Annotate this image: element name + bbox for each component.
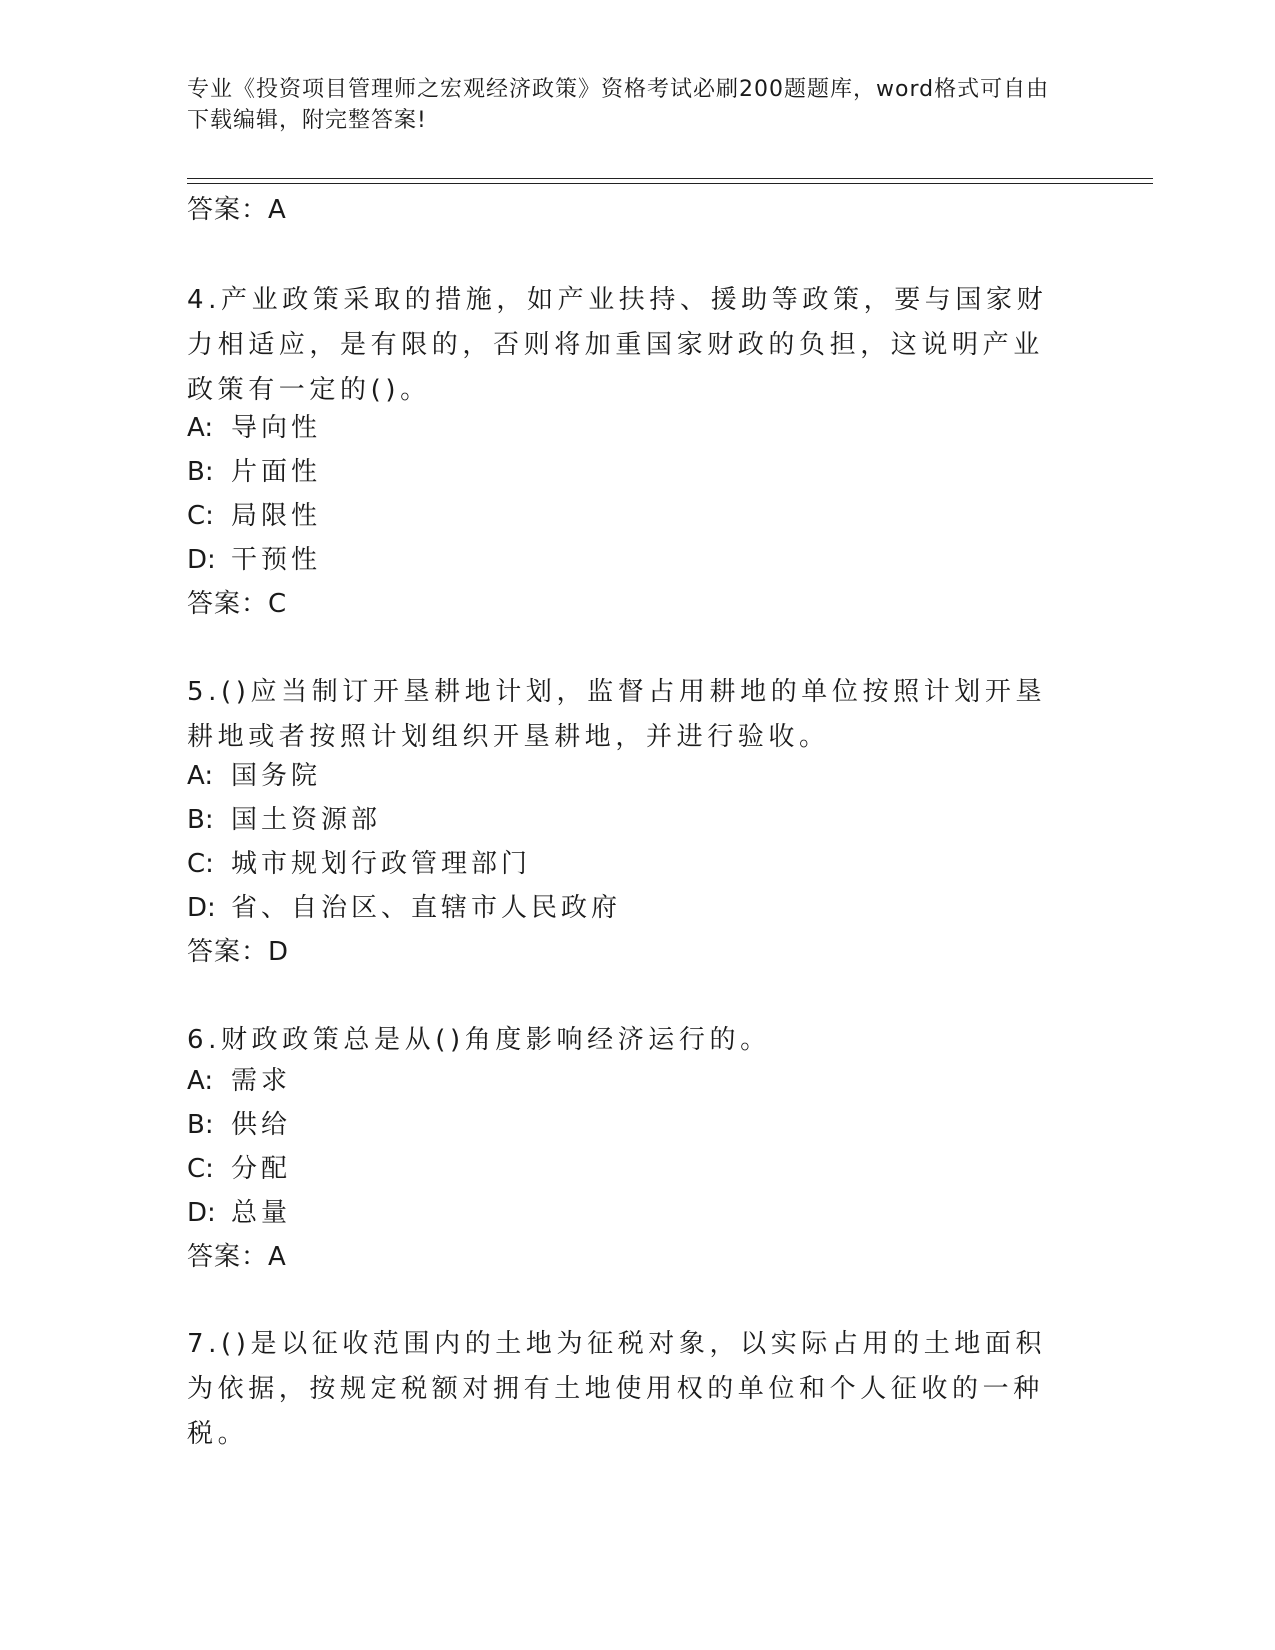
header-rule-top xyxy=(187,178,1153,179)
question-4: 4.产业政策采取的措施，如产业扶持、援助等政策，要与国家财力相适应，是有限的，否则将加重国家财政的负担，这说明产业政策有一定的()。 xyxy=(187,285,1048,405)
option-key: C: xyxy=(187,849,214,879)
q4-option-c xyxy=(187,499,321,533)
option-key: A: xyxy=(187,761,214,791)
q4-option-a xyxy=(187,411,321,445)
option-text: 城市规划行政管理部门 xyxy=(231,849,532,879)
option-text: 总量 xyxy=(231,1198,292,1228)
option-key: B: xyxy=(187,1110,214,1140)
q5-option-a xyxy=(187,759,321,793)
q5-option-b xyxy=(187,803,381,837)
q4-option-b xyxy=(187,455,321,489)
option-text: 国土资源部 xyxy=(231,805,382,835)
option-text: 局限性 xyxy=(231,501,322,531)
option-key: D: xyxy=(187,893,216,923)
q4-option-d xyxy=(187,543,321,577)
question-5: 5.()应当制订开垦耕地计划，监督占用耕地的单位按照计划开垦耕地或者按照计划组织开垦耕地，并进行验收。 xyxy=(187,677,1047,752)
answer-q5: 答案：D xyxy=(187,937,290,967)
answer-q3: 答案：A xyxy=(187,195,287,225)
option-text: 干预性 xyxy=(231,545,322,575)
option-key: A: xyxy=(187,1066,214,1096)
option-text: 供给 xyxy=(231,1110,292,1140)
option-text: 国务院 xyxy=(231,761,322,791)
answer-q4: 答案：C xyxy=(187,589,288,619)
q6-option-b xyxy=(187,1108,291,1142)
answer-q6: 答案：A xyxy=(187,1242,287,1272)
q6-option-d xyxy=(187,1196,291,1230)
q6-option-a xyxy=(187,1064,291,1098)
question-6: 6.财政政策总是从()角度影响经济运行的。 xyxy=(187,1025,771,1055)
header-rule-bottom xyxy=(187,183,1153,184)
q5-option-d xyxy=(187,891,621,925)
option-text: 省、自治区、直辖市人民政府 xyxy=(231,893,622,923)
option-text: 需求 xyxy=(231,1066,292,1096)
option-key: A: xyxy=(187,413,214,443)
document-header: 专业《投资项目管理师之宏观经济政策》资格考试必刷200题题库，word格式可自由下载编辑，附完整答案! xyxy=(187,77,1050,133)
option-text: 片面性 xyxy=(231,457,322,487)
option-key: D: xyxy=(187,1198,216,1228)
option-key: B: xyxy=(187,457,214,487)
option-key: D: xyxy=(187,545,216,575)
option-text: 导向性 xyxy=(231,413,322,443)
option-key: B: xyxy=(187,805,214,835)
q5-option-c xyxy=(187,847,531,881)
option-key: C: xyxy=(187,1154,214,1184)
q6-option-c xyxy=(187,1152,291,1186)
option-text: 分配 xyxy=(231,1154,292,1184)
question-7: 7.()是以征收范围内的土地为征税对象，以实际占用的土地面积为依据，按规定税额对拥有土地使用权的单位和个人征收的一种税。 xyxy=(187,1329,1047,1449)
option-key: C: xyxy=(187,501,214,531)
